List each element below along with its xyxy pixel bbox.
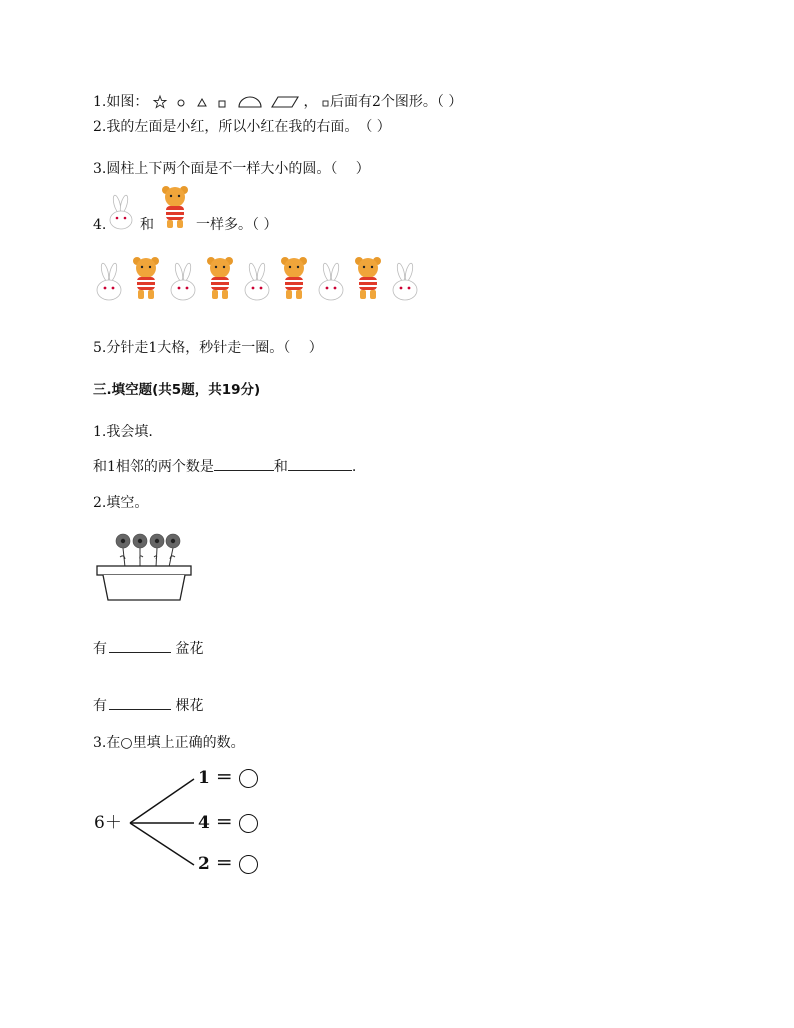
- branch-equals: ＝: [209, 768, 239, 788]
- flower-pot-image: [94, 527, 194, 603]
- branch-left-expression: 6＋: [94, 813, 122, 833]
- bear-icon: [158, 184, 192, 230]
- rabbit-icon: [104, 196, 136, 232]
- rabbit-icon: [92, 263, 126, 303]
- triangle-icon: [196, 96, 208, 108]
- q4-suffix: 一样多。（ ）: [196, 217, 278, 233]
- branch-number: 1: [198, 768, 210, 788]
- fill-q3-title: 3.在○里填上正确的数。: [93, 735, 245, 751]
- fill-q2-line1-start: 有: [93, 641, 107, 657]
- bear-icon: [203, 255, 237, 301]
- fill-q1-mid: 和: [273, 459, 288, 475]
- q4-and: 和: [140, 217, 154, 233]
- branch-equals: ＝: [209, 854, 239, 874]
- answer-circle[interactable]: [239, 814, 258, 833]
- judgement-q3: 3.圆柱上下两个面是不一样大小的圆。（ ）: [93, 161, 370, 177]
- rabbit-icon: [166, 263, 200, 303]
- fill-q1-title: 1.我会填.: [93, 424, 153, 440]
- semicircle-icon: [237, 95, 263, 109]
- answer-blank-flowers[interactable]: [109, 695, 171, 710]
- judgement-q1: [93, 93, 462, 111]
- answer-blank-1[interactable]: [214, 456, 274, 471]
- circle-icon: [175, 96, 187, 108]
- fill-q1-line: [93, 456, 356, 476]
- bear-icon: [129, 255, 163, 301]
- judgement-q5: 5.分针走1大格，秒针走一圈。（ ）: [93, 340, 323, 356]
- small-square-icon: [322, 96, 330, 108]
- branch-row: [198, 814, 258, 833]
- q1-comma: ，: [303, 94, 318, 110]
- section3-title: 三.填空题(共5题，共19分): [93, 382, 261, 398]
- branch-row: [198, 769, 258, 788]
- fill-q2-line2-end: 棵花: [171, 698, 204, 714]
- q1-prefix: 1.如图：: [93, 94, 149, 110]
- branch-row: [198, 855, 258, 874]
- branch-lines: [128, 776, 200, 868]
- judgement-q2: 2.我的左面是小红，所以小红在我的右面。 （ ）: [93, 119, 391, 135]
- fill-q2-line2-start: 有: [93, 698, 107, 714]
- answer-circle[interactable]: [239, 769, 258, 788]
- fill-q1-start: 和1相邻的两个数是: [93, 459, 214, 475]
- fill-q2-line2: [93, 695, 203, 715]
- fill-q2-title: 2.填空。: [93, 495, 149, 511]
- fill-q2-line1: [93, 638, 203, 658]
- branch-number: 4: [198, 813, 210, 833]
- rabbit-icon: [314, 263, 348, 303]
- branch-number: 2: [198, 854, 210, 874]
- parallelogram-icon: [271, 95, 299, 109]
- rabbit-icon: [240, 263, 274, 303]
- answer-circle[interactable]: [239, 855, 258, 874]
- square-icon: [216, 96, 228, 108]
- bear-icon: [277, 255, 311, 301]
- q4-prefix: 4.: [93, 217, 107, 233]
- fill-q1-end: .: [351, 459, 357, 475]
- answer-blank-pots[interactable]: [109, 638, 171, 653]
- star-icon: [153, 95, 167, 109]
- q1-suffix: 后面有2个图形。（ ）: [329, 94, 463, 110]
- fill-q2-line1-end: 盆花: [171, 641, 204, 657]
- bear-icon: [351, 255, 385, 301]
- answer-blank-2[interactable]: [288, 456, 352, 471]
- rabbit-icon: [388, 263, 422, 303]
- branch-equals: ＝: [209, 813, 239, 833]
